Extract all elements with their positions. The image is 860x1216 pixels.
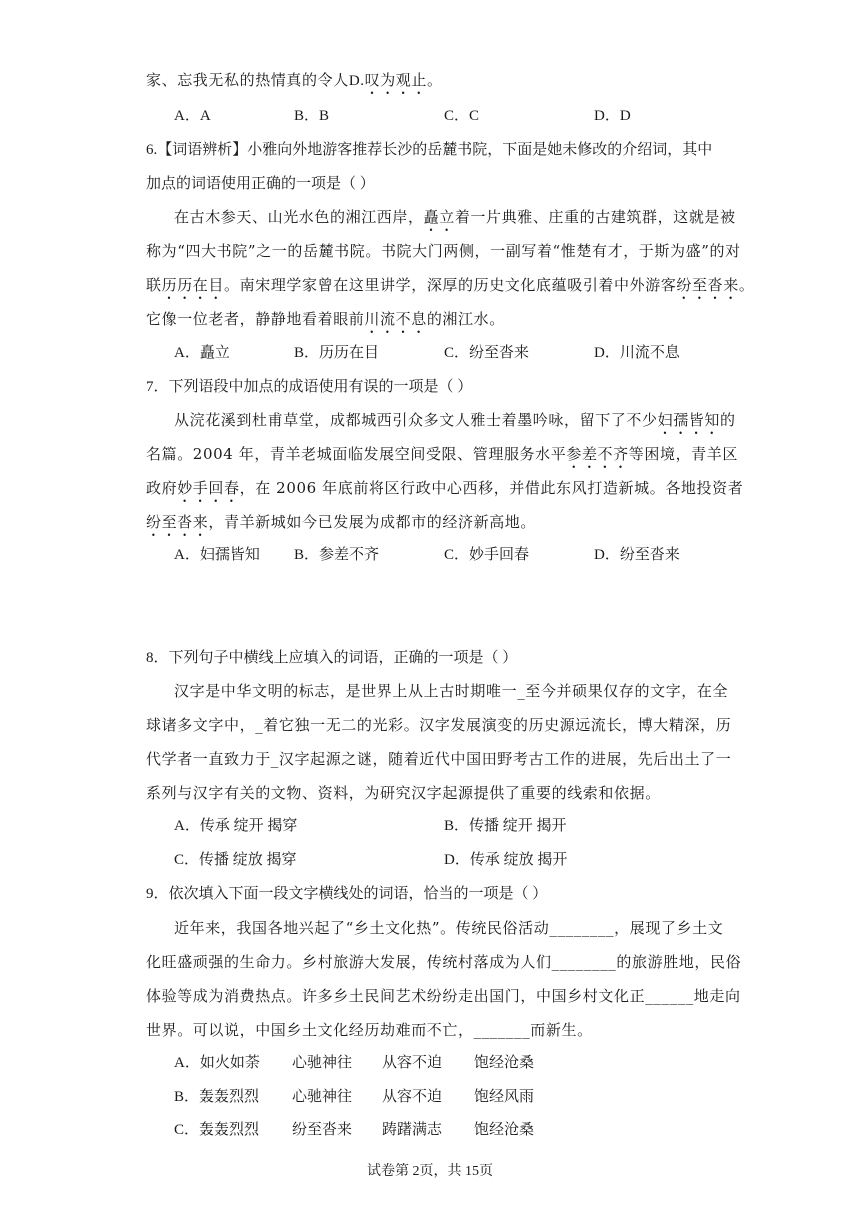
emphasized-word: 纷至沓来 <box>676 276 739 294</box>
q9-passage-line-2: 化旺盛顽强的生命力。乡村旅游大发展，传统村落成为人们________的旅游胜地，民俗 <box>146 953 742 971</box>
q9-passage-line-4: 世界。可以说，中国乡土文化经历劫难而不亡，_______而新生。 <box>146 1021 593 1039</box>
option-d[interactable]: D．D <box>594 108 631 124</box>
q8-title: 8．下列句子中横线上应填入的词语，正确的一项是（ ） <box>146 650 518 666</box>
q6-passage-line-3: 联历历在目。南宋理学家曾在这里讲学，深厚的历史文化底蕴吸引着中外游客纷至沓来。 <box>146 276 755 294</box>
q8-passage-line-2: 球诸多文字中，_着它独一无二的光彩。汉字发展演变的历史源远流长，博大精深，历 <box>146 716 732 734</box>
q6-options <box>174 343 794 365</box>
q9-option-c[interactable]: C．轰轰烈烈 纷至沓来 踌躇满志 饱经沧桑 <box>174 1122 535 1138</box>
option-d[interactable]: D．川流不息 <box>594 345 680 361</box>
emphasized-word: 妇孺皆知 <box>657 411 721 429</box>
q9-passage-line-1: 近年来，我国各地兴起了“乡土文化热”。传统民俗活动________，展现了乡土文 <box>174 919 724 937</box>
q7-title: 7．下列语段中加点的成语使用有误的一项是（ ） <box>146 379 473 395</box>
q7-options <box>174 545 794 567</box>
q8-passage-line-1: 汉字是中华文明的标志，是世界上从上古时期唯一_至今并硕果仅存的文字，在全 <box>174 682 729 700</box>
option-b[interactable]: B．B <box>294 108 330 124</box>
option-c[interactable]: C．传播 绽放 揭穿 <box>174 852 297 868</box>
emphasized-word: 纷至沓来 <box>146 513 209 531</box>
emphasized-word: 妙手回春 <box>177 479 240 497</box>
emphasized-word: 历历在目 <box>161 276 225 294</box>
option-a[interactable]: A．矗立 <box>174 345 230 361</box>
q7-passage-line-1: 从浣花溪到杜甫草堂，成都城西引众多文人雅士着墨吟咏，留下了不少妇孺皆知的 <box>174 411 736 429</box>
q7-passage-line-3: 政府妙手回春，在 2006 年底前将区行政中心西移，并借此东风打造新城。各地投资者 <box>146 479 744 497</box>
option-b[interactable]: B．历历在目 <box>294 345 380 361</box>
q8-options-row-1 <box>174 816 794 838</box>
q8-passage-line-3: 代学者一直致力于_汉字起源之谜，随着近代中国田野考古工作的进展，先后出土了一 <box>146 750 732 768</box>
option-d[interactable]: D．传承 绽放 揭开 <box>444 852 568 868</box>
q6-passage-line-1: 在古木参天、山光水色的湘江西岸，矗立着一片典雅、庄重的古建筑群，这就是被 <box>174 208 736 226</box>
option-a[interactable]: A．妇孺皆知 <box>174 547 260 563</box>
q9-passage-line-3: 体验等成为消费热点。许多乡土民间艺术纷纷走出国门，中国乡村文化正______地走向 <box>146 987 741 1005</box>
option-a[interactable]: A．A <box>174 108 211 124</box>
emphasized-word: 矗立 <box>423 208 455 226</box>
q7-passage-line-4: 纷至沓来，青羊新城如今已发展为成都市的经济新高地。 <box>146 513 537 531</box>
q8-passage-line-4: 系列与汉字有关的文物、资料，为研究汉字起源提供了重要的线索和依据。 <box>146 784 661 802</box>
option-c[interactable]: C．C <box>444 108 480 124</box>
q9-title: 9．依次填入下面一段文字横线处的词语，恰当的一项是（ ） <box>146 886 548 902</box>
emphasized-word: 参差不齐 <box>566 445 629 463</box>
page-footer: 试卷第 2页，共 15页 <box>367 1164 493 1179</box>
option-a[interactable]: A．传承 绽开 揭穿 <box>174 818 298 834</box>
option-d[interactable]: D．纷至沓来 <box>594 547 680 563</box>
q6-title: 6.【词语辨析】小雅向外地游客推荐长沙的岳麓书院，下面是她未修改的介绍词，其中 <box>146 142 713 158</box>
emphasized-word: 川流不息 <box>364 310 427 328</box>
q8-options-row-2 <box>174 850 794 872</box>
emphasized-word: 叹为观止 <box>364 71 428 89</box>
option-b[interactable]: B．参差不齐 <box>294 547 380 563</box>
option-c[interactable]: C．妙手回春 <box>444 547 530 563</box>
q6-passage-line-4: 它像一位老者，静静地看着眼前川流不息的湘江水。 <box>146 310 505 328</box>
q9-option-b[interactable]: B．轰轰烈烈 心驰神往 从容不迫 饱经风雨 <box>174 1089 535 1105</box>
q5-tail-line: 家、忘我无私的热情真的令人D.叹为观止。 <box>146 71 443 89</box>
option-b[interactable]: B．传播 绽开 揭开 <box>444 818 567 834</box>
q6-passage-line-2: 称为“四大书院”之一的岳麓书院。书院大门两侧，一副写着“惟楚有才，于斯为盛”的对 <box>146 242 741 260</box>
q9-option-a[interactable]: A．如火如荼 心驰神往 从容不迫 饱经沧桑 <box>174 1055 535 1071</box>
option-c[interactable]: C．纷至沓来 <box>444 345 530 361</box>
q5-options <box>174 106 794 128</box>
q7-passage-line-2: 名篇。2004 年，青羊老城面临发展空间受限、管理服务水平参差不齐等困境，青羊区 <box>146 445 738 463</box>
q6-title-cont: 加点的词语使用正确的一项是（ ） <box>146 176 375 192</box>
